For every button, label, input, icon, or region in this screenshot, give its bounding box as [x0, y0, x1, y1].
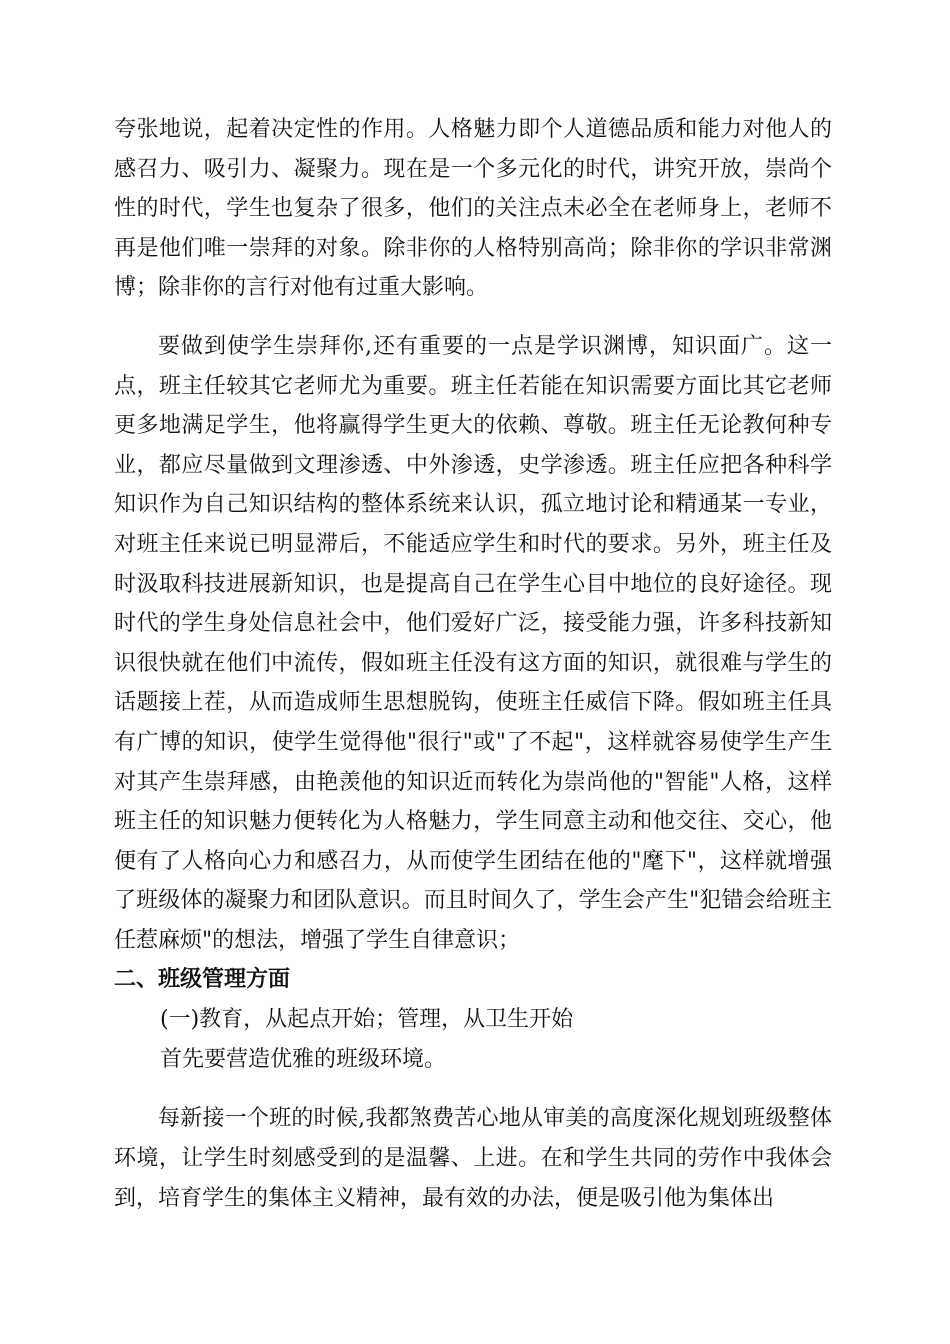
paragraph-class-environment: 每新接一个班的时候,我都煞费苦心地从审美的高度深化规划班级整体环境，让学生时刻感受到的是温馨、上进。在和学生共同的劳作中我体会到，培育学生的集体主义精神，最有效的办法，便是吸引他为集体出 — [114, 1106, 832, 1211]
section-heading: 二、班级管理方面 — [114, 967, 291, 993]
paragraph-knowledge: 要做到使学生崇拜你,还有重要的一点是学识渊博，知识面广。这一点，班主任较其它老师尤为重要。班主任若能在知识需要方面比其它老师更多地满足学生，他将赢得学生更大的依赖、尊敬。班主任无论教何种专业，都应尽量做到文理渗透、中外渗透，史学渗透。班主任应把各种科学知识作为自己知识结构的整体系统来认识，孤立地讨论和精通某一专业，对班主任来说已明显滞后，不能适应学生和时代的要求。另外，班主任及时汲取科技进展新知识，也是提高自己在学生心目中地位的良好途径。现时代的学生身处信息社会中，他们爱好广泛，接受能力强，许多科技新知识很快就在他们中流传，假如班主任没有这方面的知识，就很难与学生的话题接上茬，从而造成师生思想脱钩，使班主任威信下降。假如班主任具有广博的知识，使学生觉得他"很行"或"了不起"，这样就容易使学生产生对其产生崇拜感，由艳羡他的知识近而转化为崇尚他的"智能"人格，这样班主任的知识魅力便转化为人格魅力，学生同意主动和他交往、交心，他便有了人格向心力和感召力，从而使学生团结在他的"麾下"，这样就增强了班级体的凝聚力和团队意识。而且时间久了，学生会产生"犯错会给班主任惹麻烦"的想法，增强了学生自律意识； — [114, 333, 832, 953]
document-page — [114, 110, 832, 1218]
paragraph-intro-line: 首先要营造优雅的班级环境。 — [160, 1047, 447, 1073]
subsection-heading: (一)教育，从起点开始；管理，从卫生开始 — [160, 1007, 574, 1033]
paragraph-continuation: 夸张地说，起着决定性的作用。人格魅力即个人道德品质和能力对他人的感召力、吸引力、凝聚力。现在是一个多元化的时代，讲究开放，崇尚个性的时代，学生也复杂了很多，他们的关注点未必全在老师身上，老师不再是他们唯一崇拜的对象。除非你的人格特别高尚；除非你的学识非常渊博；除非你的言行对他有过重大影响。 — [114, 117, 832, 301]
